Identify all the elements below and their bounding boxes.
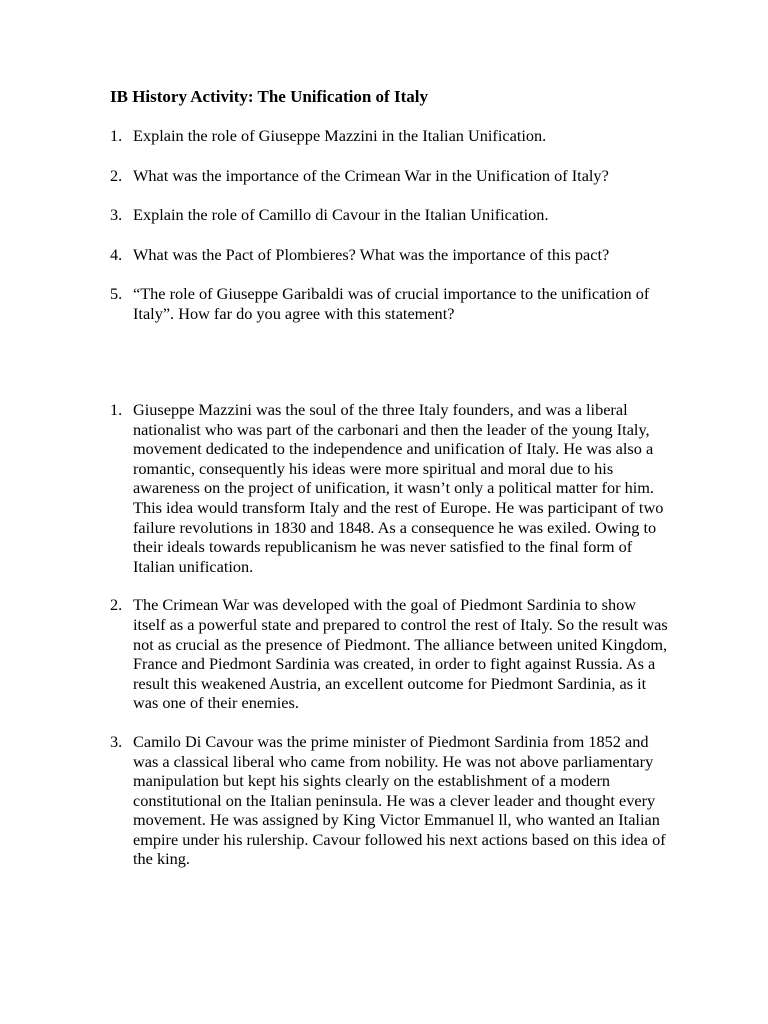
question-number: 5. <box>110 284 123 304</box>
question-number: 3. <box>110 205 123 225</box>
question-text: What was the Pact of Plombieres? What was the importance of this pact? <box>133 244 610 264</box>
document-title: IB History Activity: The Unification of Italy <box>110 87 428 106</box>
question-item <box>110 245 670 265</box>
question-item <box>110 126 670 146</box>
question-text: Explain the role of Giuseppe Mazzini in the Italian Unification. <box>133 126 547 145</box>
question-text: What was the importance of the Crimean War in the Unification of Italy? <box>133 165 609 185</box>
answer-item <box>110 400 670 576</box>
question-number: 4. <box>110 244 123 264</box>
question-text: “The role of Giuseppe Garibaldi was of crucial importance to the unification of Italy”. How far do you agree with this statement? <box>133 284 650 323</box>
question-item <box>110 166 670 186</box>
question-item <box>110 205 670 225</box>
answer-text: The Crimean War was developed with the goal of Piedmont Sardinia to show itself as a powerful state and prepared to control the rest of Italy. So the result was not as crucial as the presence of Piedmont. The alliance between united Kingdom, France and Piedmont Sardinia was created, in order to fight against Russia. As a result this weakened Austria, an excellent outcome for Piedmont Sardinia, as it was one of their enemies. <box>133 595 668 713</box>
answer-text: Giuseppe Mazzini was the soul of the three Italy founders, and was a liberal nationalist who was part of the carbonari and then the leader of the young Italy, movement dedicated to the independence and unification of Italy. He was also a romantic, consequently his ideas were more spiritual and moral due to his awareness on the project of unification, it wasn’t only a political matter for him. This idea would transform Italy and the rest of Europe. He was participant of two failure revolutions in 1830 and 1848. As a consequence he was exiled. Owing to their ideals towards republicanism he was never satisfied to the final form of Italian unification. <box>133 400 664 576</box>
answer-number: 3. <box>110 731 123 751</box>
answer-number: 1. <box>110 400 123 419</box>
question-number: 2. <box>110 165 123 185</box>
answers-list <box>110 400 670 888</box>
answer-item <box>110 732 670 869</box>
question-text: Explain the role of Camillo di Cavour in the Italian Unification. <box>133 205 549 225</box>
answer-text: Camilo Di Cavour was the prime minister of Piedmont Sardinia from 1852 and was a classical liberal who came from nobility. He was not above parliamentary manipulation but kept his sights clearly on the establishment of a modern constitutional on the Italian peninsula. He was a clever leader and thought every movement. He was assigned by King Victor Emmanuel ll, who wanted an Italian empire under his rulership. Cavour followed his next actions based on this idea of the king. <box>133 731 666 869</box>
answer-item <box>110 595 670 713</box>
answer-number: 2. <box>110 595 123 615</box>
question-number: 1. <box>110 126 123 145</box>
question-item <box>110 284 670 323</box>
questions-list <box>110 126 670 344</box>
